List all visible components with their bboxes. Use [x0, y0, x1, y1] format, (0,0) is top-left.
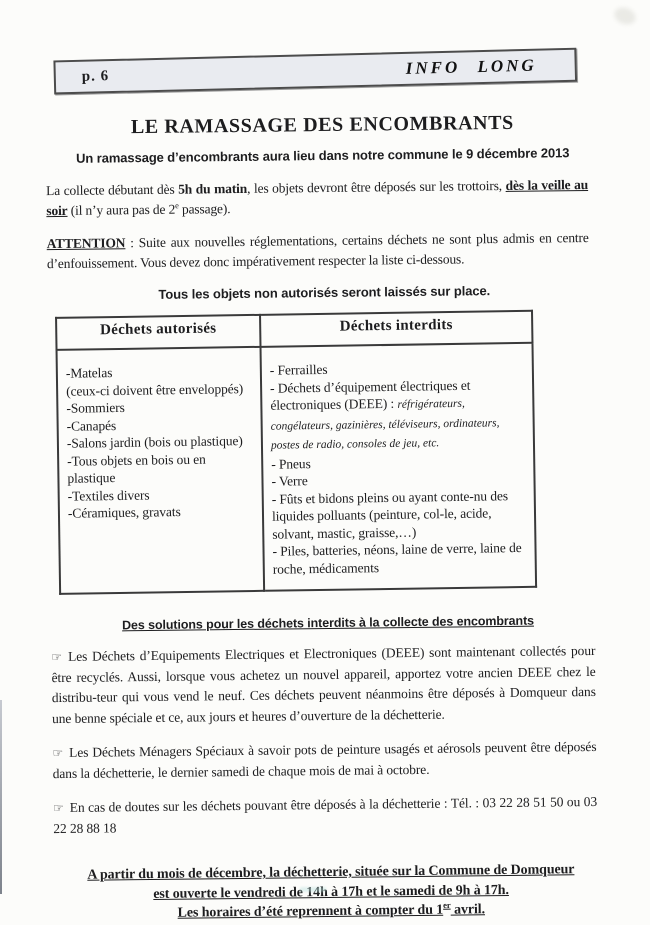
solution-bullet — [53, 792, 597, 839]
header-bar — [53, 48, 577, 95]
autorises-line: -Salons jardin (bois ou plastique) — [66, 433, 243, 451]
interdits-item — [272, 539, 526, 578]
attention-paragraph — [47, 228, 589, 273]
dechets-autorises-list — [66, 362, 254, 522]
intro-run1: La collecte débutant dès — [46, 181, 179, 199]
intro-run5: (il n’y aura pas de 2 — [67, 201, 176, 218]
interdits-text: - Fûts et bidons pleins ou ayant conte-nu des liquides polluants (peinture, col-le, acide, solvant, mastic, graisse,…) — [271, 487, 509, 542]
autorises-line: -Canapés — [66, 417, 117, 434]
intro-veille-bold-underlined: dès la veille au soir — [46, 177, 589, 218]
autorises-line: -Sommiers — [66, 399, 125, 416]
solutions-heading: Des solutions pour les déchets interdits à la collecte des encombrants — [122, 613, 535, 633]
intro-run6: passage). — [178, 200, 231, 217]
solution-bullet — [51, 641, 596, 729]
interdits-text: - Ferrailles — [269, 361, 328, 378]
solution-bullet-text: Les Déchets Ménagers Spéciaux à savoir pots de peinture usagés et aérosols peuvent être déposés dans la déchetterie, le dernier samedi de chaque mois de mai à octobre. — [52, 738, 597, 781]
intro-paragraph — [46, 175, 588, 220]
footer-line-2: est ouverte le vendredi de 14h à 17h et le samedi de 9h à 17h. — [153, 882, 509, 902]
masthead-title: INFO LONG — [405, 55, 537, 78]
intro-superscript: e — [175, 200, 179, 210]
scan-smudge-bottom — [300, 887, 326, 892]
attention-text: : Suite aux nouvelles réglementations, certains déchets ne sont plus admis en centre d’enfouissement. Vous devez donc impérativement respecter la liste ci-dessous. — [46, 230, 589, 271]
notice-line: Tous les objets non autorisés seront laissés sur place. — [158, 283, 491, 302]
footer-line-1: A partir du mois de décembre, la déchetterie, située sur la Commune de Domqueur — [87, 862, 575, 883]
interdits-text: - Verre — [271, 473, 308, 489]
column-header-autorises: Déchets autorisés — [56, 315, 260, 350]
autorises-line: -Céramiques, gravats — [67, 504, 181, 521]
solution-bullet-text: Les Déchets d’Equipements Electriques et Electroniques (DEEE) sont maintenant collectés pour être recyclés. Aussi, lorsque vous achetez un nouvel appareil, apportez votre ancien DEEE chez le distribu-teur qui vous vend le neuf. Ces déchets peuvent néanmoins être déposés à Domqueur dans une benne spéciale et ce, aux jours et heures d’ouverture de la déchetterie. — [51, 642, 596, 726]
interdits-examples-italic: réfrigérateurs, congélateurs, gazinières, téléviseurs, ordinateurs, postes de radio, consoles de jeu, etc. — [270, 397, 500, 452]
autorises-line: (ceux-ci doivent être enveloppés) — [66, 380, 244, 399]
footer-line-3-superscript: er — [443, 899, 451, 911]
interdits-item — [272, 486, 527, 542]
pointing-hand-icon: ☞ — [51, 650, 63, 665]
solution-bullet-text: En cas de doutes sur les déchets pouvant être déposés à la déchetterie : Tél. : 03 22 28 51 50 ou 03 22 28 88 18 — [53, 793, 598, 836]
interdits-text: - Déchets d’équipement électriques et électroniques (DEEE) : — [270, 377, 471, 413]
solutions-list — [51, 641, 597, 839]
solution-bullet — [52, 737, 596, 784]
intro-time-bold: 5h du matin — [178, 180, 248, 197]
cell-dechets-autorises — [57, 347, 265, 594]
autorises-line: -Textiles divers — [67, 487, 150, 504]
interdits-item — [270, 375, 525, 455]
pointing-hand-icon: ☞ — [52, 745, 64, 761]
pointing-hand-icon: ☞ — [53, 800, 64, 816]
footer-line-3-suffix: avril. — [450, 902, 486, 918]
page-number: p. 6 — [81, 67, 110, 85]
dechets-interdits-list — [270, 358, 527, 578]
page-subtitle: Un ramassage d’encombrants aura lieu dans notre commune le 9 décembre 2013 — [75, 145, 570, 166]
interdits-text: - Pneus — [271, 455, 311, 472]
page-title: LE RAMASSAGE DES ENCOMBRANTS — [130, 111, 514, 139]
cell-dechets-interdits — [261, 343, 537, 591]
column-header-interdits: Déchets interdits — [260, 311, 532, 347]
attention-label: ATTENTION — [46, 235, 126, 252]
scan-edge-artifact-left — [0, 700, 2, 894]
waste-table — [55, 310, 537, 595]
interdits-text: - Piles, batteries, néons, laine de verre, laine de roche, médicaments — [272, 540, 522, 577]
autorises-line: -Matelas — [65, 365, 113, 381]
intro-run3: , les objets devront être déposés sur les trottoirs, — [247, 177, 506, 196]
footer-line-3-prefix: Les horaires d’été reprennent à compter du 1 — [177, 902, 444, 921]
table-body-row — [57, 343, 537, 594]
autorises-line: -Tous objets en bois ou en plastique — [67, 451, 206, 486]
footer-block — [6, 859, 650, 925]
